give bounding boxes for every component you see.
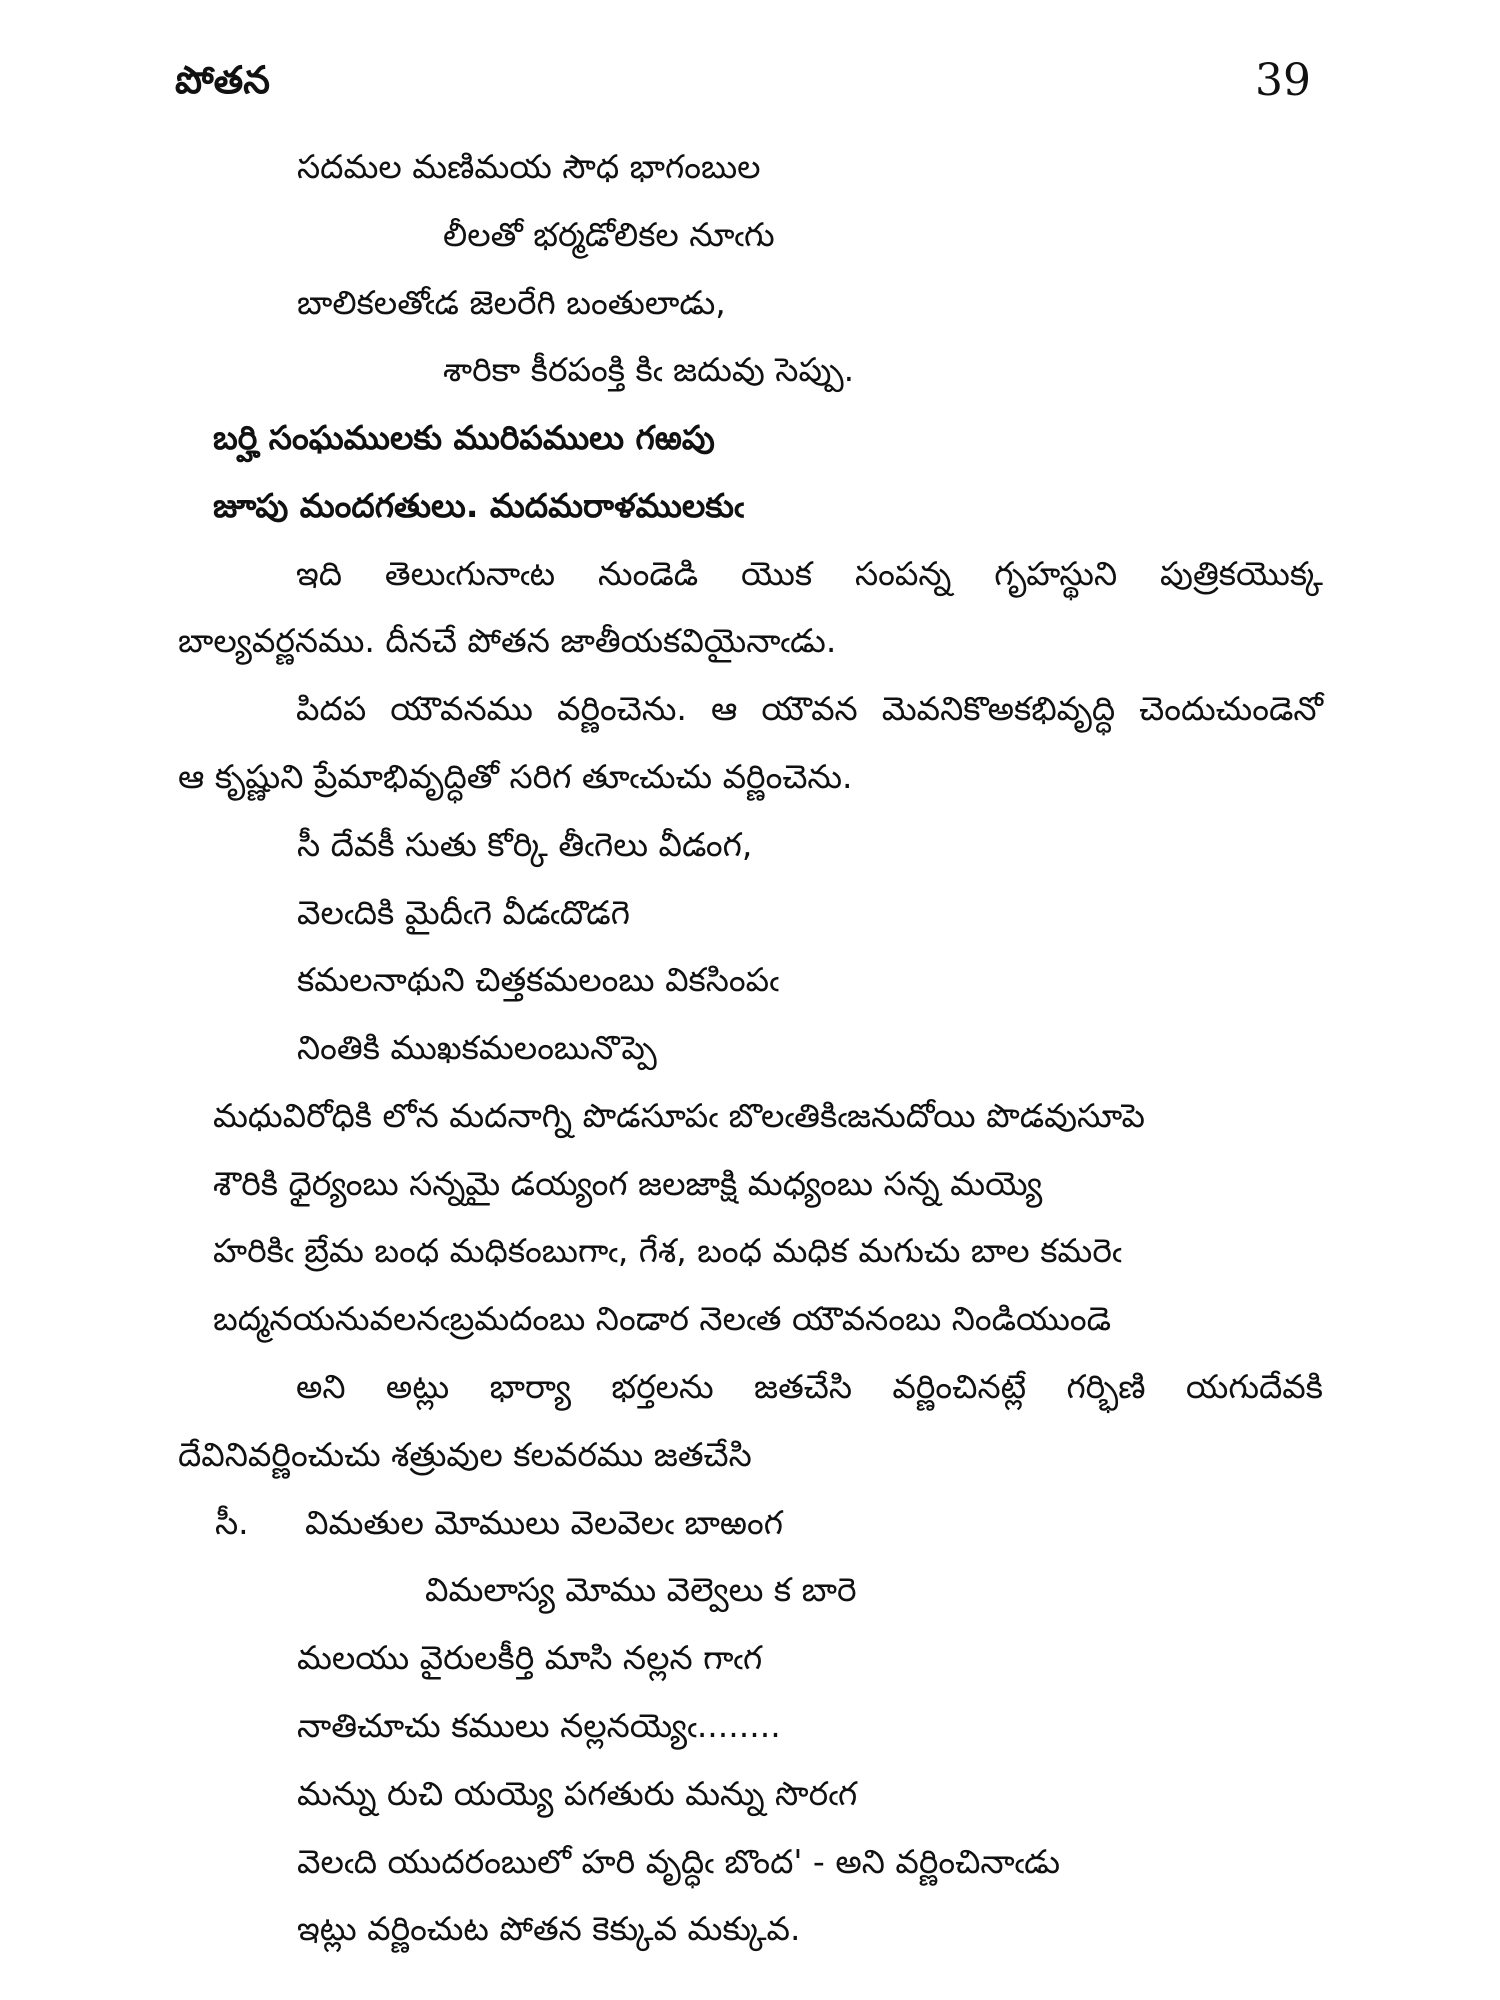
poem-line: లీలతో భర్మడోలికల నూఁగు xyxy=(443,215,775,254)
poem-line: మధువిరోధికి లోన మదనాగ్ని పొడసూపఁ బొలఁతికిఁజనుదోయి పొడవుసూపె xyxy=(213,1096,1145,1135)
poem-line: మలయు వైరులకీర్తి మాసి నల్లన గాఁగ xyxy=(297,1638,763,1677)
poem-line: బద్మనయనువలనఁబ్రమదంబు నిండార నెలఁత యౌవనంబు నిండియుండె xyxy=(213,1299,1112,1338)
poem-line: వెలఁది యుదరంబులో హరి వృద్ధిఁ బొంద' - అని వర్ణించినాఁడు xyxy=(297,1842,1061,1881)
paragraph-line: ఇది తెలుఁగునాఁట నుండెడి యొక సంపన్న గృహస్థుని పుత్రికయొక్క xyxy=(296,554,1323,593)
paragraph-line: దేవినివర్ణించుచు శత్రువుల కలవరము జతచేసి xyxy=(178,1435,752,1474)
poem-line: విమలాస్య మోము వెల్వెలు క బారె xyxy=(425,1570,857,1609)
poem-line: బర్హి సంఘములకు మురిపములు గఱపు xyxy=(213,418,715,457)
poem-line: శౌరికి ధైర్యంబు సన్నమై డయ్యంగ జలజాక్షి మధ్యంబు సన్న మయ్యె xyxy=(213,1164,1043,1203)
poem-line: కమలనాథుని చిత్తకమలంబు వికసింపఁ xyxy=(297,960,779,999)
poem-line: నాతిచూచు కములు నల్లనయ్యెఁ........ xyxy=(297,1706,781,1745)
poem-line: నింతికి ముఖకమలంబునొప్పె xyxy=(297,1028,657,1067)
paragraph-line: పిదప యౌవనము వర్ణించెను. ఆ యౌవన మెవనికొఅకభివృద్ధి చెందుచుండెనో xyxy=(296,689,1323,728)
poem-line: సదమల మణిమయ సౌధ భాగంబుల xyxy=(297,147,761,186)
running-header-title: పోతన xyxy=(175,58,270,102)
poem-line: మన్ను రుచి యయ్యె పగతురు మన్ను సొరఁగ xyxy=(297,1774,858,1813)
poem-line: విమతుల మోములు వెలవెలఁ బాఱంగ xyxy=(305,1503,783,1542)
paragraph-line: ఇట్లు వర్ణించుట పోతన కెక్కువ మక్కువ. xyxy=(297,1909,801,1948)
poem-line: వెలఁదికి మైదీఁగె వీడఁదొడగె xyxy=(297,893,630,932)
poem-line: బాలికలతోఁడ జెలరేగి బంతులాడు, xyxy=(297,283,726,322)
paragraph-line: ఆ కృష్ణుని ప్రేమాభివృద్ధితో సరిగ తూఁచుచు వర్ణించెను. xyxy=(178,757,853,796)
verse-marker: సీ. xyxy=(215,1503,249,1542)
poem-line: శారికా కీరపంక్తి కిఁ జదువు సెప్పు. xyxy=(443,350,855,389)
paragraph-line: అని అట్లు భార్యా భర్తలను జతచేసి వర్ణించినట్లే గర్భిణి యగుదేవకి xyxy=(296,1367,1323,1406)
page-number: 39 xyxy=(1255,55,1311,106)
poem-line: సీ దేవకీ సుతు కోర్కి తీఁగెలు వీడంగ, xyxy=(297,825,753,864)
poem-line: హరికిఁ బ్రేమ బంధ మధికంబుగాఁ, గేశ, బంధ మధిక మగుచు బాల కమరెఁ xyxy=(213,1231,1122,1270)
paragraph-line: బాల్యవర్ణనము. దీనచే పోతన జాతీయకవియైనాఁడు. xyxy=(178,621,837,660)
poem-line: జూపు మందగతులు. మదమరాళములకుఁ xyxy=(213,486,744,525)
